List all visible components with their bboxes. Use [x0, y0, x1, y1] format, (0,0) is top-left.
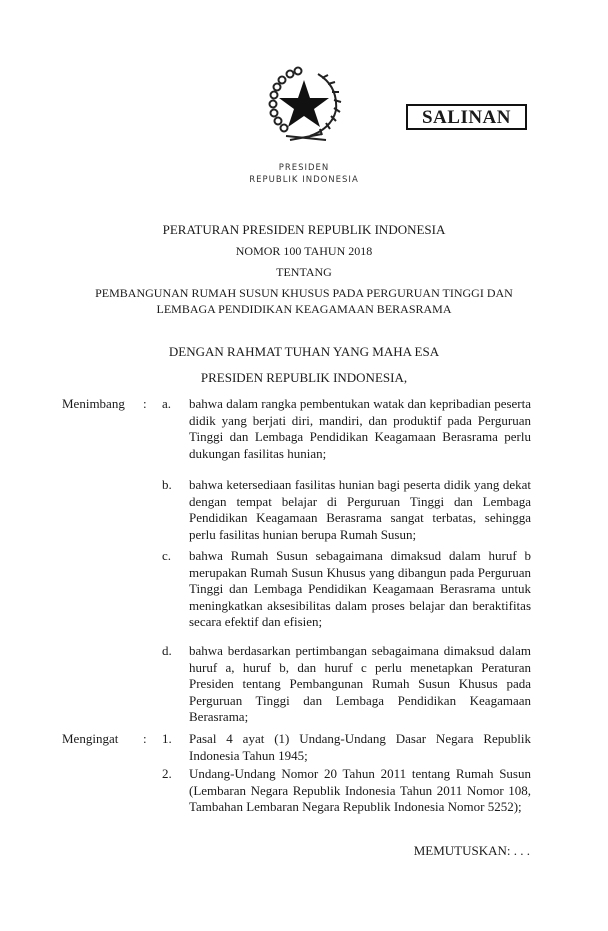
preamble-grace: DENGAN RAHMAT TUHAN YANG MAHA ESA	[168, 344, 440, 359]
mengingat-label: Mengingat	[62, 731, 119, 746]
emblem-caption-president: PRESIDEN	[278, 163, 330, 173]
regulation-about: TENTANG	[276, 265, 332, 279]
item-mark: b.	[162, 477, 172, 492]
mengingat-item-1: Pasal 4 ayat (1) Undang-Undang Dasar Negara Republik Indonesia Tahun 1945;	[189, 731, 531, 763]
item-mark: 1.	[162, 731, 172, 746]
menimbang-colon: :	[143, 396, 147, 411]
emblem-caption-republic: REPUBLIK INDONESIA	[249, 175, 359, 185]
salinan-stamp: SALINAN	[406, 104, 527, 130]
menimbang-item-a: bahwa dalam rangka pembentukan watak dan kepribadian peserta didik yang berjati diri, mandiri, dan produktif pada Perguruan Tinggi dan Lembaga Pendidikan Keagamaan Berasrama perlu dukungan fasilitas hunian;	[189, 396, 531, 461]
menimbang-label: Menimbang	[62, 396, 125, 411]
menimbang-item-d: bahwa berdasarkan pertimbangan sebagaimana dimaksud dalam huruf a, huruf b, dan huruf c perlu menetapkan Peraturan Presiden tentang Pembangunan Rumah Susun Khusus pada Perguruan Tinggi dan Lembaga Pendidikan Keagamaan Berasrama;	[189, 643, 531, 724]
regulation-title: PERATURAN PRESIDEN REPUBLIK INDONESIA	[162, 222, 446, 237]
regulation-subject-line2: LEMBAGA PENDIDIKAN KEAGAMAAN BERASRAMA	[156, 302, 452, 316]
continuation-marker: MEMUTUSKAN: . . .	[413, 843, 530, 858]
mengingat-colon: :	[143, 731, 147, 746]
regulation-subject-line1: PEMBANGUNAN RUMAH SUSUN KHUSUS PADA PERGURUAN TINGGI DAN	[95, 286, 513, 300]
item-mark: d.	[162, 643, 172, 658]
item-mark: 2.	[162, 766, 172, 781]
item-mark: c.	[162, 548, 172, 563]
item-mark: a.	[162, 396, 172, 411]
preamble-president: PRESIDEN REPUBLIK INDONESIA,	[200, 370, 408, 385]
regulation-number: NOMOR 100 TAHUN 2018	[235, 244, 373, 258]
presidential-emblem	[266, 66, 346, 146]
menimbang-item-b: bahwa ketersediaan fasilitas hunian bagi peserta didik yang dekat dengan tempat belajar di Perguruan Tinggi dan Lembaga Pendidikan Keagamaan Berasrama sangat terbatas, sehingga perlu fasilitas hunian berupa Rumah Susun;	[189, 477, 531, 542]
mengingat-item-2: Undang-Undang Nomor 20 Tahun 2011 tentang Rumah Susun (Lembaran Negara Republik Indonesia Tahun 2011 Nomor 108, Tambahan Lembaran Negara Republik Indonesia Nomor 5252);	[189, 766, 531, 814]
menimbang-item-c: bahwa Rumah Susun sebagaimana dimaksud dalam huruf b merupakan Rumah Susun Khusus yang dibangun pada Perguruan Tinggi dan Lembaga Pendidikan Keagamaan Berasrama untuk meningkatkan aksesibilitas dalam proses belajar dan beraktifitas secara efektif dan efisien;	[189, 548, 531, 629]
